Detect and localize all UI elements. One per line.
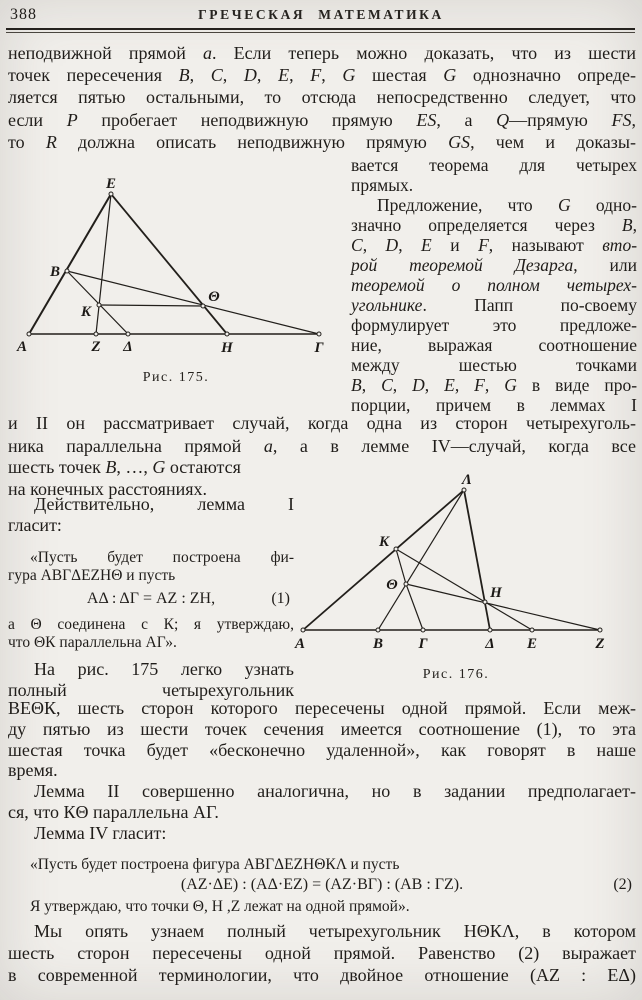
figure-line (303, 490, 464, 630)
figure-point (301, 628, 305, 632)
figure-point (376, 628, 380, 632)
formula-1-number: (1) (271, 590, 290, 607)
paragraph-quadrilateral (8, 698, 636, 844)
figure-point-label: B (372, 636, 384, 652)
figure-point (598, 628, 602, 632)
figure-line (99, 305, 203, 306)
figure-point-label: Γ (418, 636, 428, 652)
text-line: шесть точек B, …, G остаются (8, 457, 241, 477)
figure-point-label: Z (91, 339, 101, 355)
formula-2 (8, 876, 636, 894)
figure-point (225, 332, 229, 336)
running-title: ГРЕЧЕСКАЯ МАТЕМАТИКА (198, 7, 444, 22)
text-line: формулирует это предложе- (351, 315, 637, 335)
text-line: на конечных расстояниях. (8, 479, 207, 499)
figure-point (530, 628, 534, 632)
text-line: ляется пятью остальными, то отсюда непосредственно следует, что (8, 87, 636, 108)
figure-line (464, 490, 490, 630)
figure-point (65, 269, 69, 273)
text-line: угольнике. Папп по-своему (351, 295, 637, 315)
text-line: ние, выражая соотношение (351, 335, 637, 355)
paragraph-final (8, 920, 636, 986)
figure-176 (292, 466, 640, 658)
text-line: в современной терминологии, что двойное отношение (AZ : ЕΔ) (8, 965, 636, 985)
figure-line (396, 549, 532, 630)
lemma4-quote-end (8, 897, 636, 916)
figure-point (421, 628, 425, 632)
figure-point-label: Γ (314, 340, 324, 356)
formula-2-body: (AZ·ΔE) : (АΔ·EZ) = (AZ·ВГ) : (АВ : ГZ). (180, 876, 464, 893)
text-line: ся, что КΘ параллельна АГ. (8, 801, 219, 822)
formula-2-number: (2) (613, 876, 632, 893)
text-line: шестая точка будет «бесконечно удаленной», как говорят в наше (8, 739, 636, 760)
column-left-after (8, 659, 294, 700)
figure-point (317, 332, 321, 336)
text-line: ВЕΘК, шесть сторон которого пересечены одной прямой. Если меж- (8, 698, 636, 718)
text-line: прямых. (351, 175, 414, 195)
figure-line (67, 271, 319, 334)
text-line: и II он рассматривает случай, когда одна из сторон четырехуголь- (8, 413, 636, 433)
figure-point-label: Δ (123, 339, 133, 355)
figure-point (27, 332, 31, 336)
text-line: «Пусть будет построена фи- (30, 549, 294, 566)
text-line: Действительно, лемма I (34, 494, 294, 514)
figure-point-label: H (221, 340, 233, 356)
text-line: гура АВГΔЕZНΘ и пусть (8, 566, 176, 584)
figure-line (378, 490, 464, 630)
figure-point-label: K (378, 534, 390, 550)
figure-point-label: A (16, 339, 28, 355)
figure-point (97, 303, 101, 307)
lemma1-quote-end (8, 616, 294, 651)
figure-point (126, 332, 130, 336)
text-line: а Θ соединена с К; я утверждаю, (8, 616, 294, 633)
figure-175-caption: Рис. 175. (142, 370, 210, 385)
figure-point (394, 547, 398, 551)
figure-point-label: H (490, 585, 502, 601)
column-left-intro (8, 494, 294, 536)
figure-point-label: Λ (461, 472, 473, 488)
text-line: между шестью точками (351, 355, 637, 375)
text-line: порции, причем в леммах I (351, 395, 637, 415)
figure-point-label: B (49, 264, 61, 280)
lemma4-quote-start (8, 855, 636, 874)
text-line: На рис. 175 легко узнать (34, 659, 294, 679)
text-line: ду пятью из шести точек сечения имеется соотношение (1), то эта (8, 718, 636, 739)
text-line: неподвижной прямой a. Если теперь можно доказать, что из шести (8, 43, 636, 63)
formula-1-body: АΔ : ΔГ = AZ : ZH, (86, 590, 216, 607)
formula-1 (8, 590, 294, 608)
header-rule (6, 28, 635, 33)
figure-point-label: Δ (485, 636, 495, 652)
text-line: теоремой о полном четырех- (351, 275, 637, 295)
text-line: шесть сторон пересечены одной прямой. Равенство (2) выражает (8, 943, 636, 963)
figure-point-label: Θ (208, 289, 220, 305)
text-line: полный четырехугольник (8, 679, 294, 700)
figure-point-label: E (105, 176, 117, 192)
text-line: то R должна описать неподвижную прямую GS, чем и доказы- (8, 131, 636, 152)
figure-point-label: Z (595, 636, 605, 652)
text-line: значно определяется через B, (351, 215, 637, 235)
figure-175 (4, 165, 340, 363)
figure-line (396, 549, 423, 630)
text-line: Я утверждаю, что точки Θ, Н ,Z лежат на одной прямой». (30, 898, 410, 915)
text-line: что ΘК параллельна АГ». (8, 633, 177, 651)
paragraph-lemmas (8, 412, 636, 457)
paragraph-intro (8, 42, 636, 153)
figure-point (462, 488, 466, 492)
figure-176-caption: Рис. 176. (422, 667, 490, 682)
figure-line (111, 194, 227, 334)
figure-point-label: E (526, 636, 538, 652)
lemma1-quote-start (8, 549, 294, 584)
figure-point (483, 600, 487, 604)
text-line: B, C, D, E, F, G в виде про- (351, 375, 638, 395)
figure-point-label: Θ (386, 577, 398, 593)
figure-point (201, 304, 205, 308)
figure-point-label: K (80, 304, 92, 320)
text-line: Лемма II совершенно аналогична, но в задании предполагает- (34, 781, 636, 802)
column-right (351, 155, 637, 415)
text-line: ника параллельна прямой a, а в лемме IV—случай, когда все (8, 435, 636, 456)
text-line: если P пробегает неподвижную прямую ES, а Q—прямую FS, (8, 109, 636, 130)
text-line: вается теорема для четырех (351, 155, 637, 175)
text-line: рой теоремой Дезарга, или (351, 255, 638, 275)
text-line: время. (8, 760, 58, 781)
figure-point (109, 192, 113, 196)
figure-line (406, 584, 600, 630)
page-number: 388 (10, 6, 37, 23)
figure-point (488, 628, 492, 632)
text-line: Предложение, что G одно- (377, 195, 637, 215)
text-line: гласит: (8, 515, 62, 535)
figure-point (404, 582, 408, 586)
text-line: Лемма IV гласит: (34, 822, 167, 843)
text-line: Мы опять узнаем полный четырехугольник НΘКΛ, в котором (34, 921, 636, 941)
text-line: «Пусть будет построена фигура АВГΔЕZНΘКΛ и пусть (30, 856, 400, 873)
figure-point-label: A (294, 636, 306, 652)
figure-point (94, 332, 98, 336)
text-line: точек пересечения B, C, D, E, F, G шестая G однозначно опреде- (8, 65, 637, 86)
text-line: C, D, E и F, называют вто- (351, 235, 638, 255)
